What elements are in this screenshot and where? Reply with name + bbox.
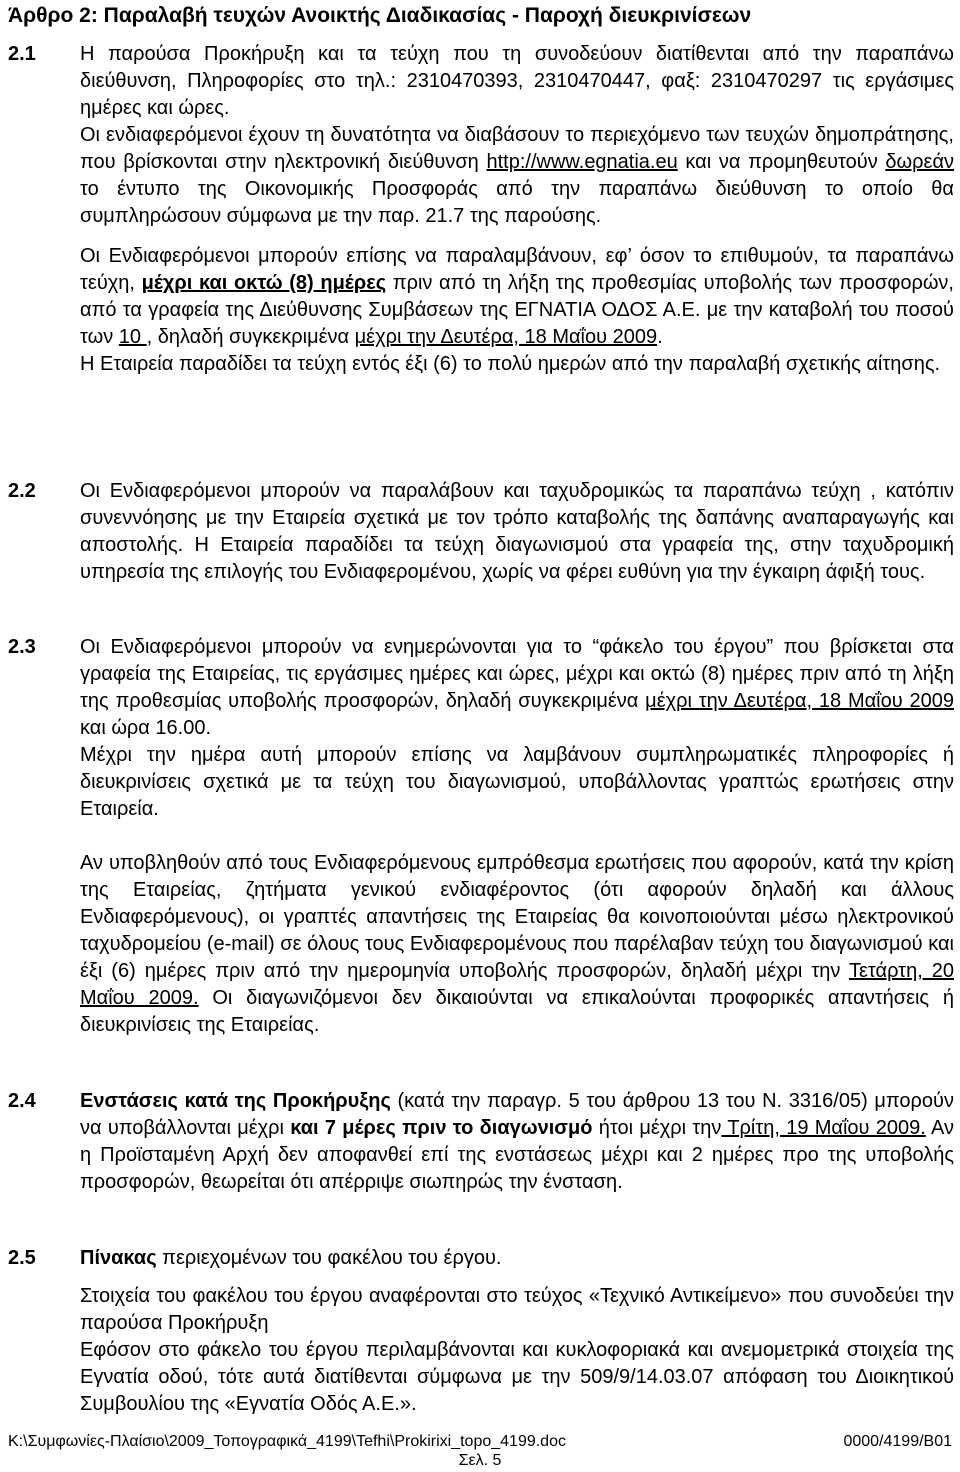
section-body [80, 1245, 954, 1418]
paragraph-text: Εφόσον στο φάκελο του έργου περιλαμβάνονται και κυκλοφοριακά και ανεμομετρικά στοιχεία της Εγνατία οδού, τότε αυτά διατίθενται σύμφωνα με την 509/9/14.03.07 απόφαση του Διοικητικού Συμβουλίου της «Εγνατία Οδός Α.Ε.». [80, 1339, 954, 1415]
paragraph-text: Οι διαγωνιζόμενοι δεν δικαιούνται να επικαλούνται προφορικές απαντήσεις ή διευκρινίσεις της Εταιρείας. [80, 987, 954, 1036]
paragraph-text: Οι Ενδιαφερόμενοι μπορούν να παραλάβουν και ταχυδρομικώς τα παραπάνω τεύχη , κατόπιν συνεννόησης με την Εταιρεία σχετικά με τον τρόπο καταβολής της δαπάνης αναπαραγωγής και αποστολής. Η Εταιρεία παραδίδει τα τεύχη διαγωνισμού στα γραφεία της, στην ταχυδρομική υπηρεσία της επιλογής του Ενδιαφερομένου, χωρίς να φέρει ευθύνη για την έγκαιρη άφιξή τους. [80, 480, 954, 583]
objections-heading: Ενστάσεις κατά της Προκήρυξης [80, 1090, 391, 1112]
section-body [80, 41, 954, 378]
paragraph-text: Οι Ενδιαφερόμενοι μπορούν να ενημερώνονται για το “φάκελο του έργου” που βρίσκεται στα γραφεία της Εταιρείας, τις εργάσιμες ημέρες και ώρες, μέχρι και οκτώ (8) ημέρες πριν από τη λήξη της προθεσμίας υποβολής προσφορών, δηλαδή συγκεκριμένα [80, 636, 954, 712]
page-number: Σελ. 5 [458, 1452, 502, 1469]
section-number: 2.1 [8, 43, 36, 65]
section-number: 2.4 [8, 1090, 36, 1112]
paragraph-text: Η παρούσα Προκήρυξη και τα τεύχη που τη συνοδεύουν διατίθενται από την παραπάνω διεύθυνση, Πληροφορίες στο τηλ.: 2310470393, 2310470447, φαξ: 2310470297 τις εργάσιμες ημέρες και ώρες. [80, 43, 954, 119]
paragraph [80, 634, 954, 742]
section-2-4 [8, 1088, 958, 1196]
paragraph [80, 850, 954, 1039]
date-text: Τετάρτη, 20 Μαΐου 2009. [80, 960, 954, 1009]
date-text: μέχρι την Δευτέρα, 18 Μαΐου 2009 [645, 690, 955, 712]
paragraph [80, 1088, 954, 1196]
section-number: 2.2 [8, 480, 36, 502]
paragraph-text: ήτοι μέχρι την [592, 1117, 722, 1139]
paragraph [80, 1245, 954, 1272]
article-title: Άρθρο 2: Παραλαβή τευχών Ανοικτής Διαδικασίας - Παροχή διευκρινίσεων [8, 4, 752, 27]
section-2-5 [8, 1245, 958, 1418]
paragraph [80, 122, 954, 230]
paragraph [80, 243, 954, 351]
paragraph-text: Αν η Προϊσταμένη Αρχή δεν αποφανθεί επί της ενστάσεως μέχρι και 2 ημέρες προ της υποβολής προσφορών, θεωρείται ότι απέρριψε σιωπηρώς την ένσταση. [80, 1117, 954, 1193]
section-2-2 [8, 478, 958, 586]
section-2-1 [8, 41, 958, 378]
paragraph-text: (κατά την παραγρ. 5 του άρθρου 13 του Ν. 3316/05) μπορούν να υποβάλλονται μέχρι [80, 1090, 954, 1139]
section-body [80, 634, 954, 1039]
paragraph-text: και να προμηθευτούν [677, 151, 886, 173]
paragraph-text: Μέχρι την ημέρα αυτή μπορούν επίσης να λαμβάνουν συμπληρωματικές πληροφορίες ή διευκρινίσεις σχετικά με τα τεύχη του διαγωνισμού, υποβάλλοντας γραπτώς ερωτήσεις στην Εταιρεία. [80, 744, 954, 820]
website-link[interactable]: http://www.egnatia.eu [486, 151, 678, 173]
paragraph-text: και ώρα 16.00. [80, 717, 212, 739]
paragraph [80, 41, 954, 122]
paragraph-text: το έντυπο της Οικονομικής Προσφοράς από την παραπάνω διεύθυνση το οποίο θα συμπληρώσουν σύμφωνα με την παρ. 21.7 της παρούσης. [80, 178, 954, 227]
paragraph-text: πριν από τη λήξη της προθεσμίας υποβολής των προσφορών, από τα γραφεία της Διεύθυνσης Συμβάσεων της ΕΓΝΑΤΙΑ ΟΔΟΣ Α.Ε. με την καταβολή του ποσού των [80, 272, 954, 348]
paragraph [80, 742, 954, 823]
date-text: Τρίτη, 19 Μαΐου 2009. [721, 1117, 926, 1139]
deadline-bold-text: και 7 μέρες πριν το διαγωνισμό [290, 1117, 593, 1139]
section-2-3 [8, 634, 958, 1039]
table-heading: Πίνακας [80, 1247, 157, 1269]
paragraph-text: , δηλαδή συγκεκριμένα [146, 326, 355, 348]
paragraph-text: Στοιχεία του φακέλου του έργου αναφέρονται στο τεύχος «Τεχνικό Αντικείμενο» που συνοδεύει την παρούσα Προκήρυξη [80, 1285, 954, 1334]
paragraph [80, 351, 954, 378]
section-body [80, 1088, 954, 1196]
paragraph [80, 478, 954, 586]
paragraph [80, 1283, 954, 1337]
paragraph-text: . [657, 326, 663, 348]
paragraph-text: περιεχομένων του φακέλου του έργου. [156, 1247, 502, 1269]
section-number: 2.3 [8, 636, 36, 658]
file-path: K:\Συμφωνίες-Πλαίσιο\2009_Τοπογραφικά_4199\Tefhi\Prokirixi_topo_4199.doc [8, 1433, 566, 1450]
section-number: 2.5 [8, 1247, 36, 1269]
document-code: 0000/4199/Β01 [843, 1433, 952, 1450]
paragraph-text: Οι ενδιαφερόμενοι έχουν τη δυνατότητα να διαβάσουν το περιεχόμενο των τευχών δημοπράτησης, που βρίσκονται στην ηλεκτρονική διεύθυνση [80, 124, 954, 173]
paragraph-text: Οι Ενδιαφερόμενοι μπορούν επίσης να παραλαμβάνουν, εφ’ όσον το επιθυμούν, τα παραπάνω τεύχη, [80, 245, 954, 294]
paragraph-text: Αν υποβληθούν από τους Ενδιαφερόμενους εμπρόθεσμα ερωτήσεις που αφορούν, κατά την κρίση της Εταιρείας, ζητήματα γενικού ενδιαφέροντος (ότι αφορούν δηλαδή και άλλους Ενδιαφερόμενους), οι γραπτές απαντήσεις της Εταιρείας θα κοινοποιούνται μέσω ηλεκτρονικού ταχυδρομείου (e-mail) σε όλους τους Ενδιαφερομένους που παρέλαβαν τεύχη του διαγωνισμού και έξι (6) ημέρες πριν από την ημερομηνία υποβολής προσφορών, δηλαδή μέχρι την [80, 852, 954, 982]
paragraph-spacer [80, 823, 954, 850]
paragraph [80, 1337, 954, 1418]
paragraph-text: Η Εταιρεία παραδίδει τα τεύχη εντός έξι (6) το πολύ ημερών από την παραλαβή σχετικής αίτησης. [80, 353, 941, 375]
date-text: μέχρι την Δευτέρα, 18 Μαΐου 2009 [354, 326, 658, 348]
section-body [80, 478, 954, 586]
amount-text: 10 [118, 326, 147, 348]
deadline-bold-text: μέχρι και οκτώ (8) ημέρες [141, 272, 387, 294]
free-of-charge-text: δωρεάν [885, 151, 955, 173]
